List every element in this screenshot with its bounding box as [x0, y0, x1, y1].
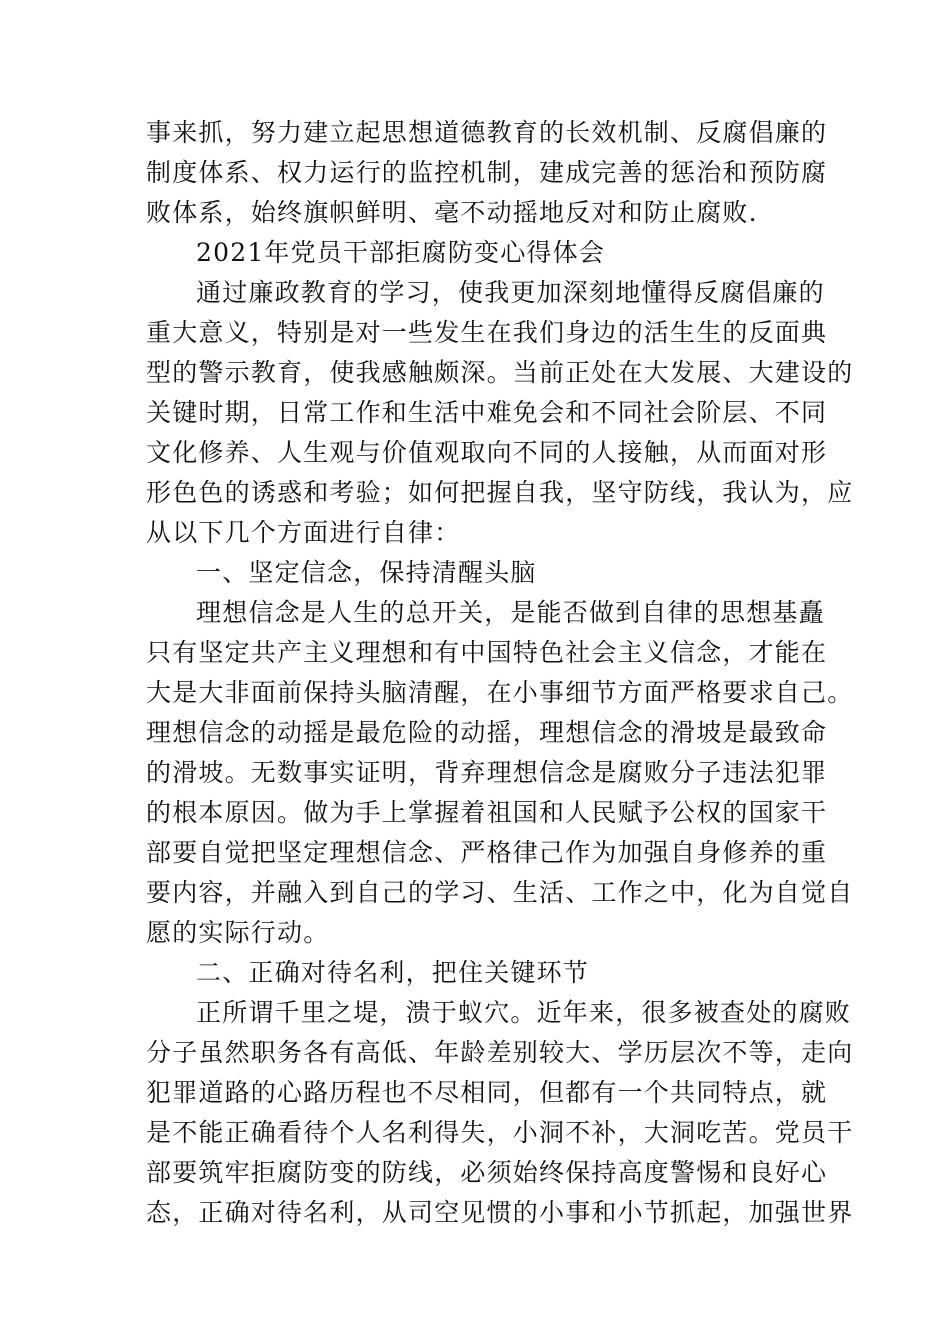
text-line: 要内容，并融入到自己的学习、生活、工作之中，化为自觉自	[146, 878, 854, 907]
text-line: 理想信念的动摇是最危险的动摇，理想信念的滑坡是最致命	[146, 718, 828, 747]
section-heading-text: 二、正确对待名利，把住关键环节	[196, 958, 590, 987]
text-line: 分子虽然职务各有高低、年龄差别较大、学历层次不等，走向	[146, 1038, 854, 1067]
text-line: 事来抓，努力建立起思想道德教育的长效机制、反腐倡廉的	[146, 118, 828, 147]
text-line: 文化修养、人生观与价值观取向不同的人接触，从而面对形	[146, 438, 828, 467]
paragraph-continuation	[146, 113, 828, 233]
text-line: 部要筑牢拒腐防变的防线，必须始终保持高度警惕和良好心	[146, 1158, 828, 1187]
text-line: 理想信念是人生的总开关，是能否做到自律的思想基矗	[196, 598, 825, 627]
section-heading-1	[146, 553, 806, 593]
document-page	[146, 113, 854, 1233]
text-line: 通过廉政教育的学习，使我更加深刻地懂得反腐倡廉的	[196, 278, 825, 307]
section-heading-text: 一、坚定信念，保持清醒头脑	[196, 558, 537, 587]
text-line: 只有坚定共产主义理想和有中国特色社会主义信念，才能在	[146, 638, 828, 667]
text-line: 大是大非面前保持头脑清醒，在小事细节方面严格要求自己。	[146, 678, 854, 707]
paragraph-intro	[146, 273, 854, 553]
article-title-text: 2021年党员干部拒腐防变心得体会	[196, 238, 606, 267]
article-title	[146, 233, 806, 273]
section-heading-2	[146, 953, 806, 993]
text-line: 制度体系、权力运行的监控机制，建成完善的惩治和预防腐	[146, 158, 828, 187]
paragraph-section-2	[146, 993, 854, 1233]
text-line: 愿的实际行动。	[146, 918, 330, 947]
text-line: 态，正确对待名利，从司空见惯的小事和小节抓起，加强世界	[146, 1198, 854, 1227]
text-line: 从以下几个方面进行自律：	[146, 518, 461, 547]
text-line: 重大意义，特别是对一些发生在我们身边的活生生的反面典	[146, 318, 828, 347]
text-line: 的根本原因。做为手上掌握着祖国和人民赋予公权的国家干	[146, 798, 828, 827]
text-line: 形色色的诱惑和考验；如何把握自我，坚守防线，我认为，应	[146, 478, 854, 507]
text-line: 的滑坡。无数事实证明，背弃理想信念是腐败分子违法犯罪	[146, 758, 828, 787]
text-line: 关键时期，日常工作和生活中难免会和不同社会阶层、不同	[146, 398, 828, 427]
paragraph-section-1	[146, 593, 854, 953]
text-line: 是不能正确看待个人名利得失，小洞不补，大洞吃苦。党员干	[146, 1118, 854, 1147]
text-line: 正所谓千里之堤，溃于蚁穴。近年来，很多被查处的腐败	[196, 998, 852, 1027]
text-line: 部要自觉把坚定理想信念、严格律己作为加强自身修养的重	[146, 838, 828, 867]
text-line: 型的警示教育，使我感触颇深。当前正处在大发展、大建设的	[146, 358, 854, 387]
text-line: 犯罪道路的心路历程也不尽相同，但都有一个共同特点，就	[146, 1078, 828, 1107]
text-line: 败体系，始终旗帜鲜明、毫不动摇地反对和防止腐败.	[146, 198, 758, 227]
